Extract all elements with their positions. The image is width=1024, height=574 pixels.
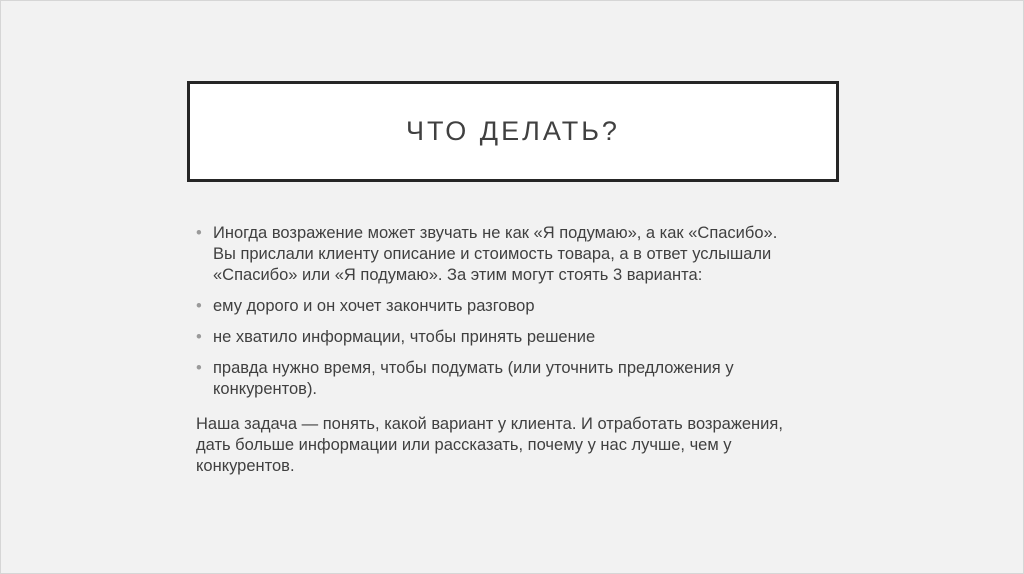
- bullet-item: [196, 358, 846, 400]
- title-box: [187, 81, 839, 182]
- bullet-line: «Спасибо» или «Я подумаю». За этим могут стоять 3 варианта:: [213, 266, 703, 284]
- closing-line: Наша задача — понять, какой вариант у клиента. И отработать возражения,: [196, 415, 783, 433]
- bullet-item: [196, 327, 846, 348]
- bullet-icon: •: [196, 297, 202, 315]
- bullet-line: Иногда возражение может звучать не как «Я подумаю», а как «Спасибо».: [213, 224, 778, 242]
- bullet-line: ему дорого и он хочет закончить разговор: [213, 297, 535, 315]
- bullet-item: [196, 296, 846, 317]
- bullet-line: правда нужно время, чтобы подумать (или уточнить предложения у: [213, 359, 734, 377]
- bullet-icon: •: [196, 359, 202, 377]
- bullet-icon: •: [196, 328, 202, 346]
- slide-content: [196, 223, 846, 477]
- closing-line: конкурентов.: [196, 457, 295, 475]
- closing-paragraph: [196, 414, 846, 477]
- bullet-line: не хватило информации, чтобы принять решение: [213, 328, 596, 346]
- bullet-item: [196, 223, 846, 286]
- bullet-line: конкурентов).: [213, 380, 318, 398]
- bullet-line: Вы прислали клиенту описание и стоимость товара, а в ответ услышали: [213, 245, 772, 263]
- bullet-list: [196, 223, 846, 400]
- closing-line: дать больше информации или рассказать, почему у нас лучше, чем у: [196, 436, 732, 454]
- bullet-icon: •: [196, 224, 202, 242]
- slide-title: ЧТО ДЕЛАТЬ?: [406, 116, 620, 146]
